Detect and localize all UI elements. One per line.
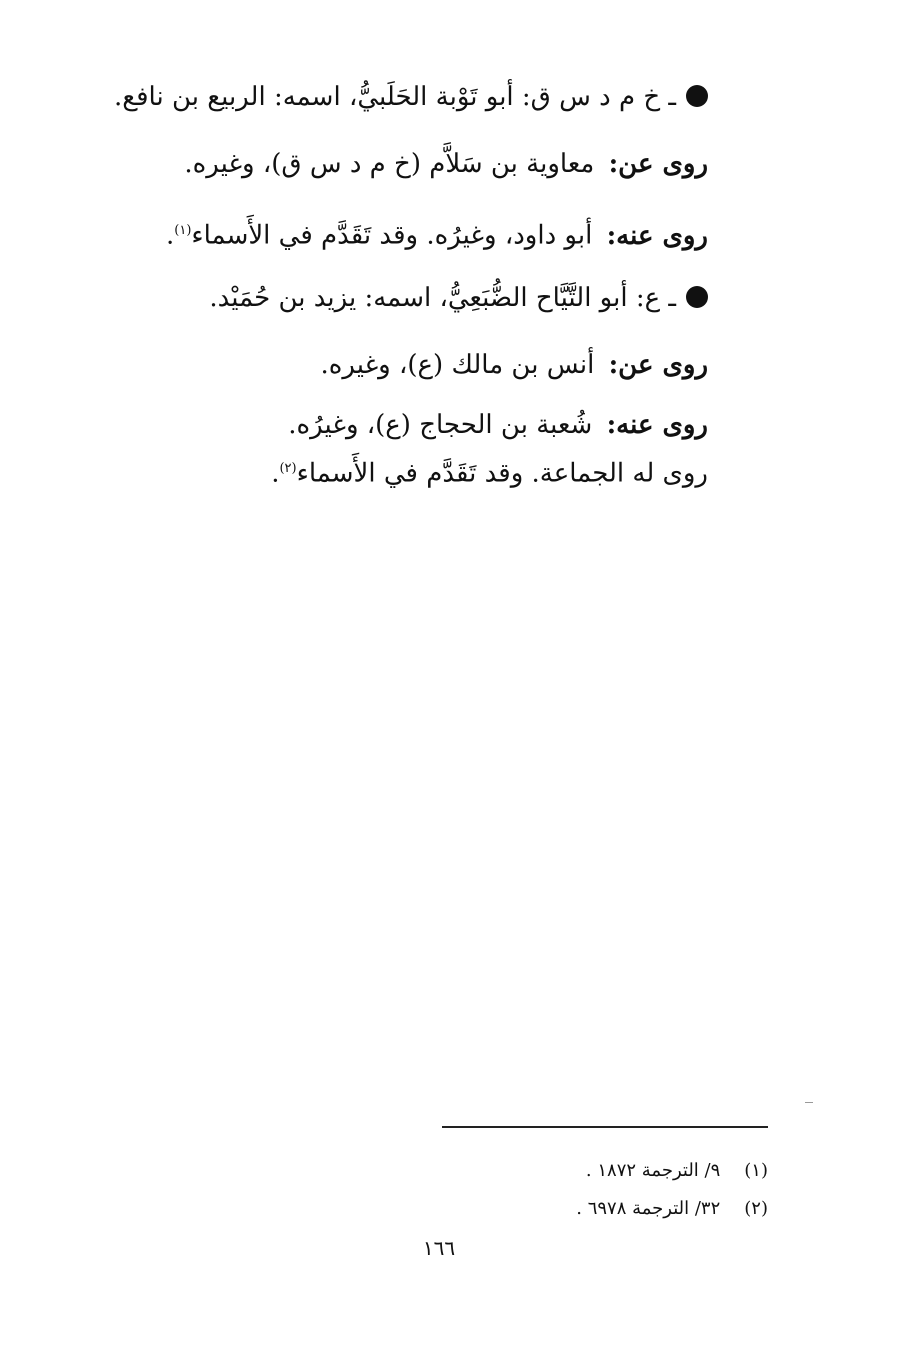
- entry-2-narrated-from: [78, 336, 708, 403]
- narrated-from-label: روى عن:: [608, 149, 708, 179]
- entry-2-collection-note: [78, 447, 708, 491]
- narrated-by-label: روى عنه:: [606, 220, 708, 251]
- footnote-2: [368, 1190, 768, 1228]
- line-end-period: .: [271, 458, 280, 489]
- line-end-period: .: [165, 220, 175, 251]
- narrated-by-label: روى عنه:: [606, 410, 708, 440]
- entry-2-heading: [78, 269, 708, 336]
- entry-1-heading-text: ـ خ م د س ق: أبو تَوْبة الحَلَبيُّ، اسمه: الربيع بن نافع.: [114, 82, 676, 112]
- bullet-icon: [686, 85, 708, 107]
- narrated-from-label: روى عن:: [608, 350, 708, 380]
- entry-1-narrated-from: [78, 135, 708, 202]
- collection-note-text: روى له الجماعة. وقد تَقَدَّم في الأَسماء: [296, 458, 708, 489]
- entry-1-heading: [78, 68, 708, 135]
- footnotes: [368, 1152, 768, 1228]
- footnote-ref-2[interactable]: (٢): [279, 461, 297, 476]
- narrated-by-text: شُعبة بن الحجاج (ع)، وغيرُه.: [288, 410, 593, 440]
- footnote-ref-1[interactable]: (١): [174, 223, 192, 238]
- entries-body: [78, 68, 708, 491]
- narrated-from-text: معاوية بن سَلاَّم (خ م د س ق)، وغيره.: [184, 149, 595, 179]
- footnote-text: ٣٢/ الترجمة ٦٩٧٨ .: [576, 1198, 721, 1219]
- narrated-by-text: أبو داود، وغيرُه. وقد تَقَدَّم في الأَسماء: [191, 220, 593, 251]
- footnote-number: (١): [744, 1160, 768, 1181]
- entry-2-narrated-by: [78, 403, 708, 447]
- entry-1-narrated-by: [78, 202, 708, 269]
- footnote-separator: [442, 1126, 768, 1128]
- footnote-number: (٢): [744, 1198, 768, 1219]
- narrated-from-text: أنس بن مالك (ع)، وغيره.: [320, 350, 595, 380]
- footnote-text: ٩/ الترجمة ١٨٧٢ .: [585, 1160, 721, 1181]
- footnote-1: [368, 1152, 768, 1190]
- scan-mark: [805, 1102, 813, 1103]
- bullet-icon: [686, 286, 708, 308]
- entry-2-heading-text: ـ ع: أبو التَّيَّاح الضُّبَعِيُّ، اسمه: يزيد بن حُمَيْد.: [209, 283, 676, 313]
- page-number: ١٦٦: [422, 1236, 456, 1260]
